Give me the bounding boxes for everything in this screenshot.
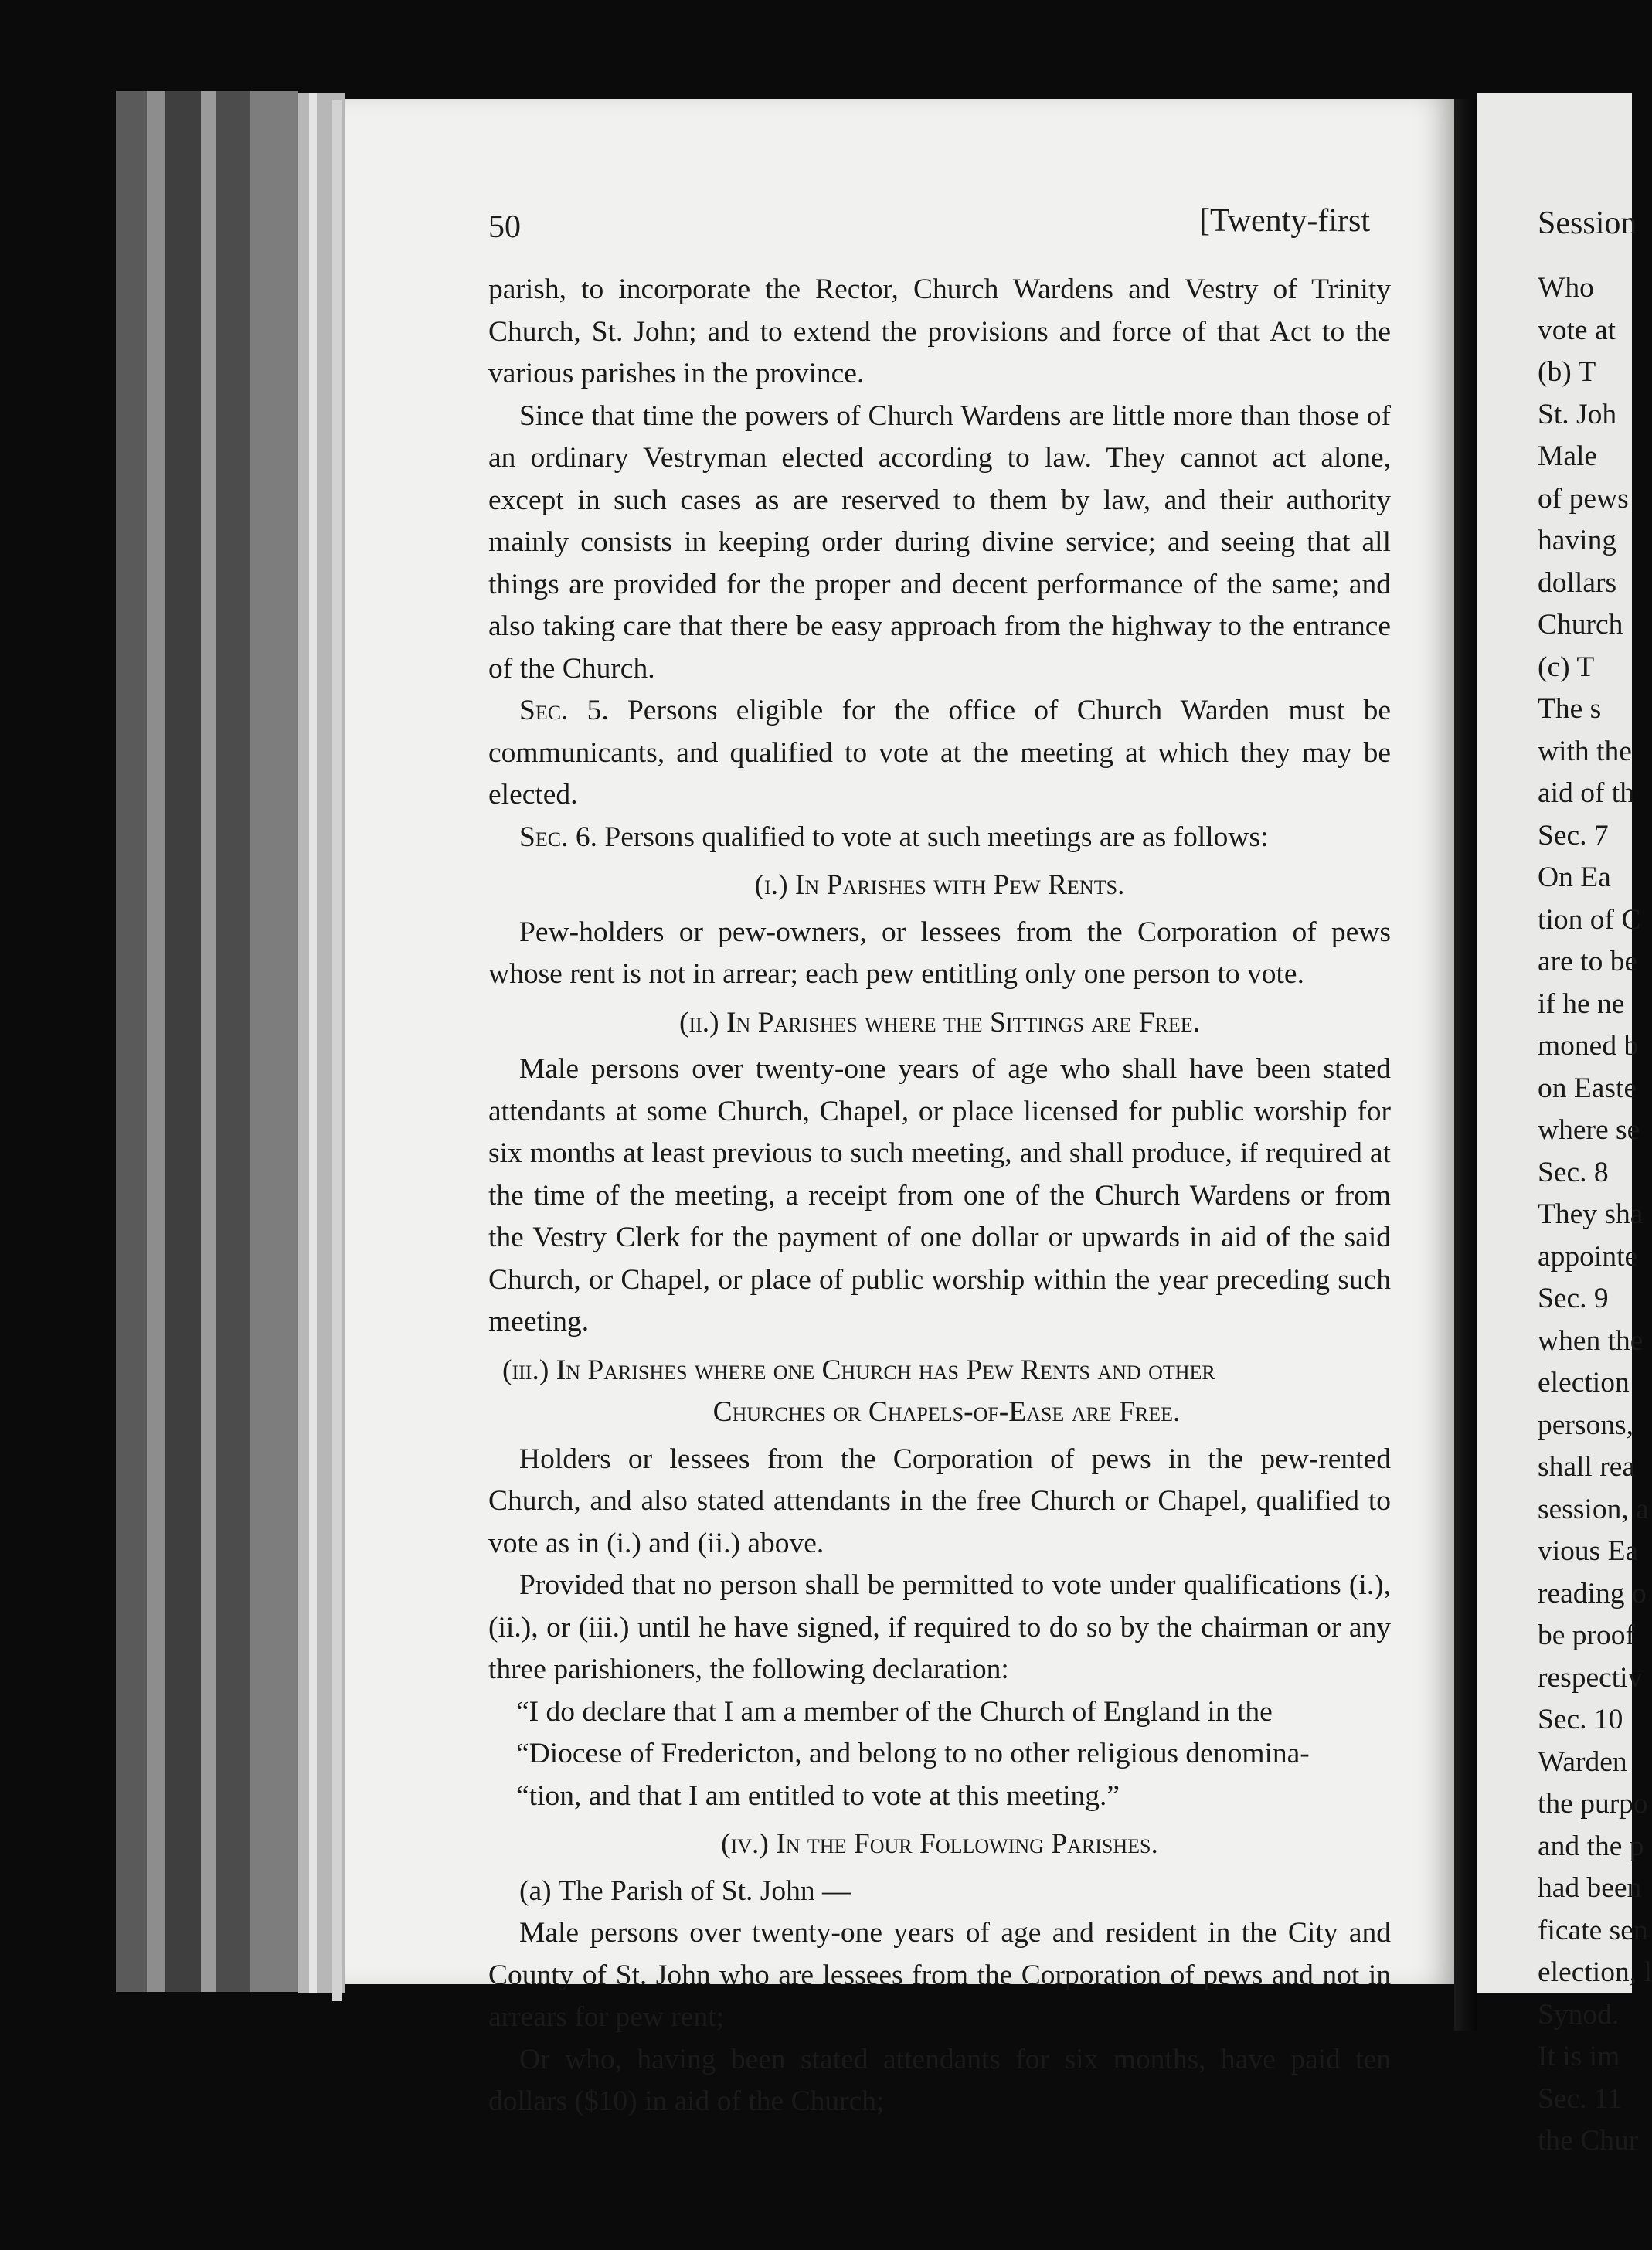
right-page-line: appointe [1538, 1240, 1638, 1273]
right-page-line: Who [1538, 272, 1594, 304]
section-5 [488, 690, 1391, 817]
section-label: Sec. 6. [519, 821, 597, 853]
paragraph: parish, to incorporate the Rector, Church Wardens and Vestry of Trinity Church, St. John; and to extend the provisions and force of that Act to the various parishes in the province. [488, 274, 1391, 389]
right-page-line: when the [1538, 1324, 1644, 1357]
right-page-line: It is im [1538, 2041, 1620, 2072]
right-page-line: session, a [1538, 1493, 1649, 1525]
subheading-line: Churches or Chapels-of-Ease are Free. [712, 1396, 1181, 1428]
subheading [488, 1350, 1391, 1434]
section-text: Persons eligible for the office of Church Warden must be communicants, and qualified to vote at the meeting at which they may be elected. [488, 695, 1391, 811]
right-page-line: Sec. 11 [1538, 2082, 1623, 2115]
subheading: (i.) In Parishes with Pew Rents. [754, 869, 1125, 901]
right-page-line: had been [1538, 1872, 1642, 1904]
right-page-line: Sec. 8 [1538, 1156, 1609, 1188]
right-page-line: Sec. 7 [1538, 819, 1609, 851]
right-page-line: They sha [1538, 1198, 1644, 1230]
right-page-line: of pews [1538, 482, 1629, 515]
declaration-line: “tion, and that I am entitled to vote at this meeting.” [516, 1779, 1120, 1812]
paragraph: Holders or lessees from the Corporation of pews in the pew-rented Church, and also stated attendants in the free Church or Chapel, qualified to vote as in (i.) and (ii.) above. [488, 1443, 1391, 1559]
paragraph: Provided that no person shall be permitted to vote under qualifications (i.), (ii.), or (iii.) until he have signed, if required to do so by the chairman or any three parishioners, the following declaration: [488, 1569, 1391, 1685]
right-page-line: St. Joh [1538, 398, 1617, 430]
page-edge [116, 91, 147, 1992]
right-page-text [1538, 202, 1652, 2163]
right-page-line: tion of C [1538, 903, 1641, 936]
right-page-line: on Easte [1538, 1072, 1637, 1104]
right-page-line: Church [1538, 609, 1623, 641]
declaration-line: “Diocese of Fredericton, and belong to no other religious denomina- [516, 1738, 1310, 1769]
section-label: Sec. 5. [519, 695, 609, 726]
right-page-line: respectiv [1538, 1661, 1643, 1694]
page-edge [216, 91, 250, 1992]
right-page-line: Male [1538, 440, 1598, 472]
right-page-line: persons, [1538, 1409, 1633, 1441]
right-page-line: Warden [1538, 1745, 1627, 1778]
right-page-line: reading o [1538, 1577, 1647, 1609]
right-page-line: On Ea [1538, 862, 1611, 893]
right-page-line: having [1538, 525, 1617, 556]
right-page-line: dollars [1538, 566, 1617, 599]
right-running-head: Session [1538, 206, 1637, 241]
right-page-line: aid of th [1538, 777, 1634, 809]
paragraph: Male persons over twenty-one years of age and resident in the City and County of St. John who are lessees from the Corporation of pews and not in arrears for pew rent; [488, 1917, 1391, 2033]
page-body [488, 269, 1391, 2123]
right-page-line: (c) T [1538, 651, 1595, 683]
right-page-line: vote at [1538, 314, 1616, 346]
subheading-line: (iii.) In Parishes where one Church has Pew Rents and other [502, 1354, 1215, 1386]
paragraph: Or who, having been stated attendants for six months, have paid ten dollars ($10) in aid of the Church; [488, 2043, 1391, 2117]
paragraph: Male persons over twenty-one years of age who shall have been stated attendants at some Church, Chapel, or place licensed for public worship for six months at least previous to such meeting, and shall produce, if required at the time of the meeting, a receipt from one of the Church Wardens or from the Vestry Clerk for the payment of one dollar or upwards in aid of the said Church, or Chapel, or place of public worship within the year preceding such meeting. [488, 1053, 1391, 1337]
book-gutter [1454, 99, 1477, 2031]
right-page-line: Sec. 9 [1538, 1283, 1609, 1314]
paragraph: (a) The Parish of St. John — [519, 1874, 851, 1907]
right-page-line: vious Ea [1538, 1535, 1639, 1567]
section-text: Persons qualified to vote at such meetings are as follows: [604, 821, 1269, 853]
right-page-line: where se [1538, 1114, 1640, 1146]
right-page-line: The s [1538, 693, 1602, 725]
subheading: (iv.) In the Four Following Parishes. [721, 1828, 1158, 1860]
page-edge [332, 100, 342, 2001]
page-edge [147, 91, 165, 1992]
right-page-line: be proof [1538, 1620, 1635, 1651]
right-page-line: (b) T [1538, 356, 1596, 388]
paragraph: Pew-holders or pew-owners, or lessees from the Corporation of pews whose rent is not in arrear; each pew entitling only one person to vote. [488, 916, 1391, 990]
paragraph: Since that time the powers of Church Wardens are little more than those of an ordinary Vestryman elected according to law. They cannot act alone, except in such cases as are reserved to them by law, and their authority mainly consists in keeping order during divine service; and seeing that all things are provided for the proper and decent performance of the same; and also taking care that there be easy approach from the highway to the entrance of the Church. [488, 399, 1391, 685]
right-page-line: Synod. [1538, 1998, 1620, 2031]
page-edge [309, 93, 317, 1993]
subheading: (ii.) In Parishes where the Sittings are Free. [678, 1006, 1200, 1038]
right-page-line: and the p [1538, 1830, 1644, 1862]
declaration-line: “I do declare that I am a member of the Church of England in the [516, 1695, 1273, 1728]
right-page-line: Sec. 10 [1538, 1704, 1623, 1735]
page-edge [201, 91, 216, 1992]
page-edge [165, 91, 201, 1992]
right-page-line: if he ne [1538, 987, 1625, 1020]
right-page-line: the purpo [1538, 1788, 1648, 1820]
right-page-line: election [1538, 1367, 1630, 1399]
right-page-line: ficate sen [1538, 1914, 1648, 1946]
right-page-line: shall rea [1538, 1451, 1635, 1483]
running-head: [Twenty-first [1199, 203, 1370, 239]
right-page-line: with the [1538, 735, 1632, 767]
right-page-line: are to be [1538, 946, 1638, 977]
right-page-line: the Chur [1538, 2125, 1639, 2157]
page-edge [250, 91, 298, 1992]
page-number: 50 [488, 209, 521, 245]
section-6 [488, 817, 1391, 859]
right-page-line: election, l [1538, 1956, 1652, 1988]
right-page-line: moned b [1538, 1030, 1639, 1062]
